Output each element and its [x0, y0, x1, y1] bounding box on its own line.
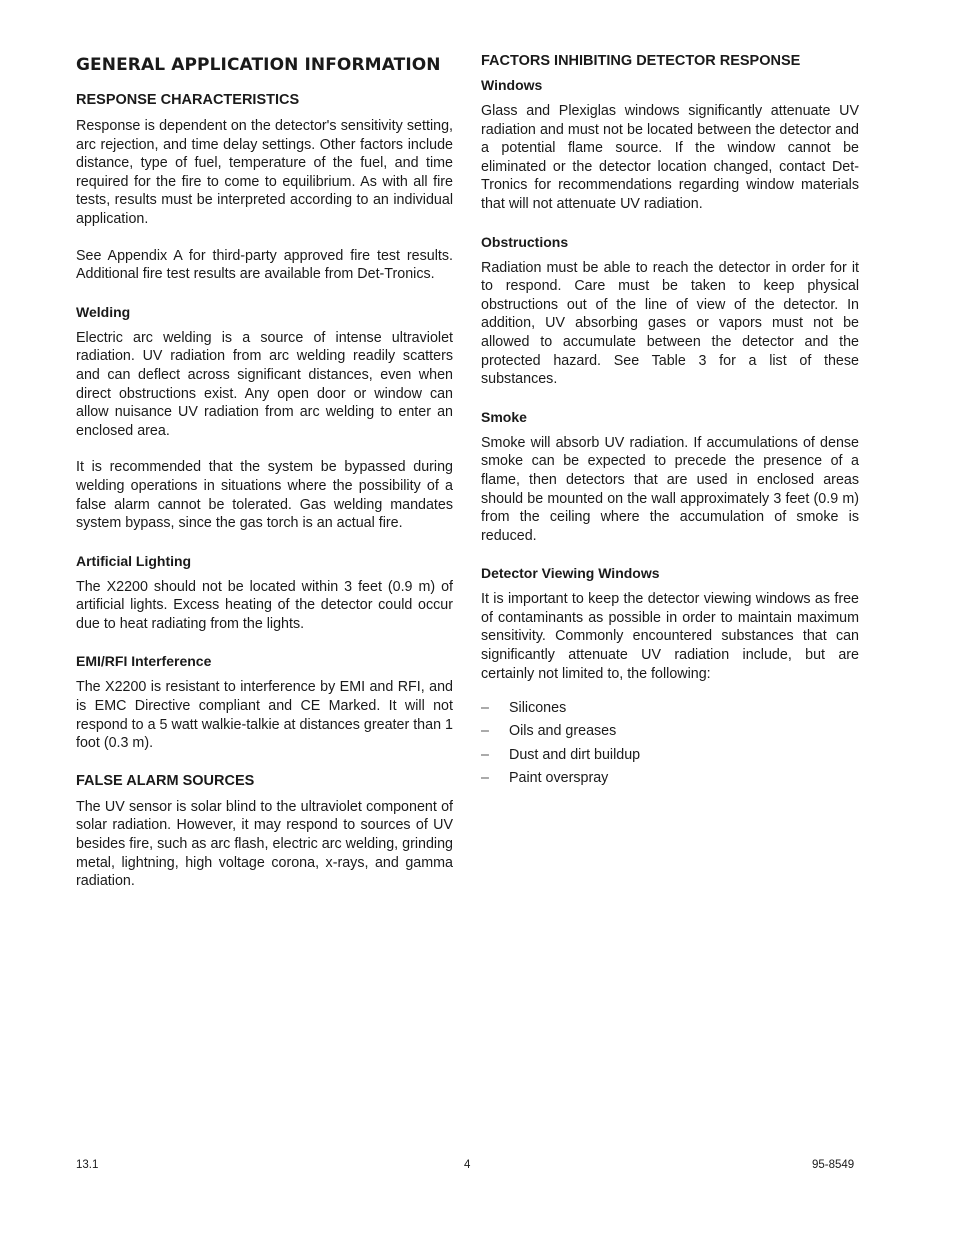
response-heading: RESPONSE CHARACTERISTICS: [76, 92, 300, 108]
obstructions-section: [481, 233, 859, 389]
smoke-section: [481, 408, 859, 546]
footer-page-number: 4: [464, 1159, 471, 1171]
emi-section: [76, 652, 453, 752]
factors-heading: FACTORS INHIBITING DETECTOR RESPONSE: [481, 53, 801, 69]
windows-heading: Windows: [481, 77, 543, 93]
right-column: [481, 52, 859, 809]
list-item: – Paint overspray: [481, 767, 859, 790]
obstructions-paragraph: Radiation must be able to reach the detector in order for it to respond. Care must be taken to keep physical obstructions out of the line of view of the detector. In addition, UV absorbing gases or vapors must not be allowed to accumulate between the detector and the protected hazard. See Table 3 for a list of these substances.: [481, 259, 859, 388]
response-paragraph-2: See Appendix A for third-party approved fire test results. Additional fire test results are available from Det-Tronics.: [76, 247, 453, 283]
windows-paragraph: Glass and Plexiglas windows significantly attenuate UV radiation and must not be located between the detector and a potential flame source. If the window cannot be eliminated or the detector location changed, contact Det-Tronics for recommendations regarding window materials that will not attenuate UV radiation.: [481, 103, 859, 212]
footer-document-number: 95-8549: [812, 1159, 855, 1171]
welding-paragraph-2: It is recommended that the system be bypassed during welding operations in situations where the possibility of a false alarm cannot be tolerated. Gas welding mandates system bypass, since the gas torch is an actual fire.: [76, 459, 453, 532]
obstructions-heading: Obstructions: [481, 233, 569, 250]
response-section: [76, 91, 453, 284]
false-alarm-heading: FALSE ALARM SOURCES: [76, 772, 255, 789]
response-paragraph-1: Response is dependent on the detector's sensitivity setting, arc rejection, and time delay settings. Other factors include distance, type of fuel, temperature of the fuel, and time required for the fire to come to equilibrium. As with all fire tests, results must be interpreted according to an individual application.: [76, 118, 453, 227]
footer-revision: 13.1: [76, 1159, 99, 1171]
left-column: [76, 52, 453, 910]
list-item: – Oils and greases: [481, 720, 859, 743]
viewing-paragraph: It is important to keep the detector viewing windows as free of contaminants as possible in order to maintain maximum sensitivity. Commonly encountered substances that can significantly attenuate UV radiation include, but are certainly not limited to, the following:: [481, 591, 859, 682]
lighting-section: [76, 552, 453, 634]
main-heading: GENERAL APPLICATION INFORMATION: [76, 55, 441, 75]
lighting-paragraph: The X2200 should not be located within 3 feet (0.9 m) of artificial lights. Excess heating of the detector could occur due to heat radiating from the lights.: [76, 578, 453, 632]
false-alarm-paragraph: The UV sensor is solar blind to the ultraviolet component of solar radiation. However, it may respond to sources of UV besides fire, such as arc flash, electric arc welding, grinding metal, lightning, high voltage corona, x-rays, and gamma radiation.: [76, 798, 453, 890]
welding-heading: Welding: [76, 303, 131, 320]
false-alarm-section: [76, 772, 453, 891]
windows-section: [481, 76, 859, 214]
viewing-heading: Detector Viewing Windows: [481, 565, 660, 582]
emi-heading: EMI/RFI Interference: [76, 653, 212, 670]
emi-paragraph: The X2200 is resistant to interference by EMI and RFI, and is EMC Directive compliant and CE Marked. It will not respond to a 5 watt walkie-talkie at distances greater than 1 foot (0.3 m).: [76, 679, 453, 752]
smoke-heading: Smoke: [481, 408, 527, 425]
list-item: – Dust and dirt buildup: [481, 744, 859, 767]
list-item: – Silicones: [481, 697, 859, 720]
welding-paragraph-1: Electric arc welding is a source of intense ultraviolet radiation. UV radiation from arc welding readily scatters and can deflect across significant distances, even when direct obstructions exist. Any open door or window can allow nuisance UV radiation from arc welding to enter an enclosed area.: [76, 329, 453, 439]
welding-section: [76, 303, 453, 533]
contaminant-list: [481, 697, 859, 790]
smoke-paragraph: Smoke will absorb UV radiation. If accumulations of dense smoke can be expected to precede the presence of a flame, then detectors that are used in enclosed areas should be mounted on the wall approximately 3 feet (0.9 m) from the ceiling where the accumulation of smoke is reduced.: [481, 434, 859, 544]
lighting-heading: Artificial Lighting: [76, 552, 192, 569]
viewing-section: [481, 564, 859, 790]
